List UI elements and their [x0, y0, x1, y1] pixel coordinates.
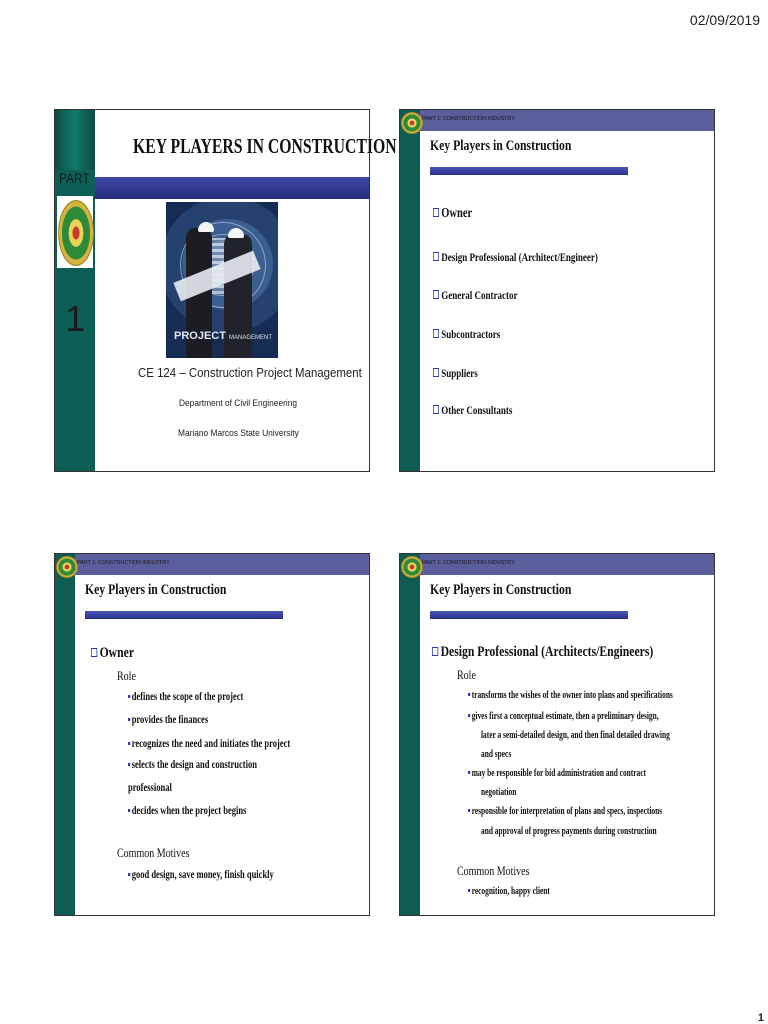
band-label: PART 1: CONSTRUCTION INDUSTRY: [77, 560, 170, 566]
left-teal-bar: [400, 110, 420, 471]
project-management-photo: [166, 202, 278, 358]
university-seal-icon: [401, 556, 423, 578]
title-underline: [430, 611, 628, 619]
university: Mariano Marcos State University: [178, 428, 299, 439]
university-seal-icon: [57, 196, 93, 268]
list-item-continuation: later a semi-detailed design, and then final detailed drawing: [481, 730, 670, 741]
list-item: responsible for interpretation of plans and specs, inspections: [468, 806, 662, 817]
list-item: defines the scope of the project: [128, 691, 243, 703]
slide-owner: [54, 553, 370, 916]
page-date: 02/09/2019: [689, 12, 760, 28]
left-teal-bar: [55, 554, 75, 915]
list-item: good design, save money, finish quickly: [128, 869, 274, 881]
checkbox-bullet-icon: [432, 647, 438, 656]
list-item: Design Professional (Architect/Engineer): [433, 250, 598, 265]
part-label: PART: [59, 170, 90, 186]
department: Department of Civil Engineering: [179, 398, 298, 409]
list-item: selects the design and construction: [128, 759, 257, 771]
motives-label: Common Motives: [117, 846, 190, 860]
slide-heading: Key Players in Construction: [430, 582, 572, 598]
left-teal-bar: [400, 554, 420, 915]
role-label: Role: [117, 669, 136, 683]
slide-title: [54, 109, 397, 472]
list-item: gives first a conceptual estimate, then a preliminary design,: [468, 711, 659, 722]
checkbox-bullet-icon: [433, 208, 439, 217]
checkbox-bullet-icon: [91, 648, 97, 657]
list-item-continuation: negotiation: [481, 787, 517, 798]
list-item-continuation: and approval of progress payments during construction: [481, 826, 657, 837]
slide-heading: Key Players in Construction: [430, 138, 572, 154]
slide-design-professional: [399, 553, 715, 916]
title-underline: [85, 611, 283, 619]
list-item-continuation: and specs: [481, 749, 512, 760]
list-item: transforms the wishes of the owner into plans and specifications: [468, 690, 673, 701]
checkbox-bullet-icon: [433, 290, 439, 299]
title-underline: [430, 167, 628, 175]
checkbox-bullet-icon: [433, 368, 439, 377]
band-label: PART 1: CONSTRUCTION INDUSTRY: [422, 116, 515, 122]
checkbox-bullet-icon: [433, 329, 439, 338]
list-item: Other Consultants: [433, 403, 512, 418]
slide-heading: Key Players in Construction: [85, 582, 227, 598]
list-item: provides the finances: [128, 714, 208, 726]
list-item: may be responsible for bid administration and contract: [468, 768, 646, 779]
list-item: Subcontractors: [433, 327, 500, 342]
checkbox-bullet-icon: [433, 405, 439, 414]
list-item: decides when the project begins: [128, 805, 246, 817]
part-number: 1: [65, 298, 86, 339]
list-item: General Contractor: [433, 288, 517, 303]
blue-band: [95, 177, 369, 199]
section-heading: Owner: [91, 645, 134, 662]
list-item: recognition, happy client: [468, 886, 550, 897]
motives-label: Common Motives: [457, 864, 530, 878]
photo-caption: PROJECT MANAGEMENT: [174, 330, 273, 342]
slide-key-players-list: [399, 109, 715, 472]
list-item: Owner: [433, 206, 472, 222]
university-seal-icon: [56, 556, 78, 578]
university-seal-icon: [401, 112, 423, 134]
list-item: recognizes the need and initiates the project: [128, 738, 290, 750]
role-label: Role: [457, 668, 476, 682]
checkbox-bullet-icon: [433, 252, 439, 261]
course-title: CE 124 – Construction Project Management: [138, 365, 362, 380]
band-label: PART 1: CONSTRUCTION INDUSTRY: [422, 560, 515, 566]
slide-title-text: KEY PLAYERS IN CONSTRUCTION: [133, 134, 397, 158]
list-item-continuation: professional: [128, 782, 172, 794]
page-number: 1: [757, 1012, 764, 1024]
section-heading: Design Professional (Architects/Engineers): [432, 644, 653, 661]
left-teal-column-top: [55, 110, 95, 170]
list-item: Suppliers: [433, 366, 478, 381]
